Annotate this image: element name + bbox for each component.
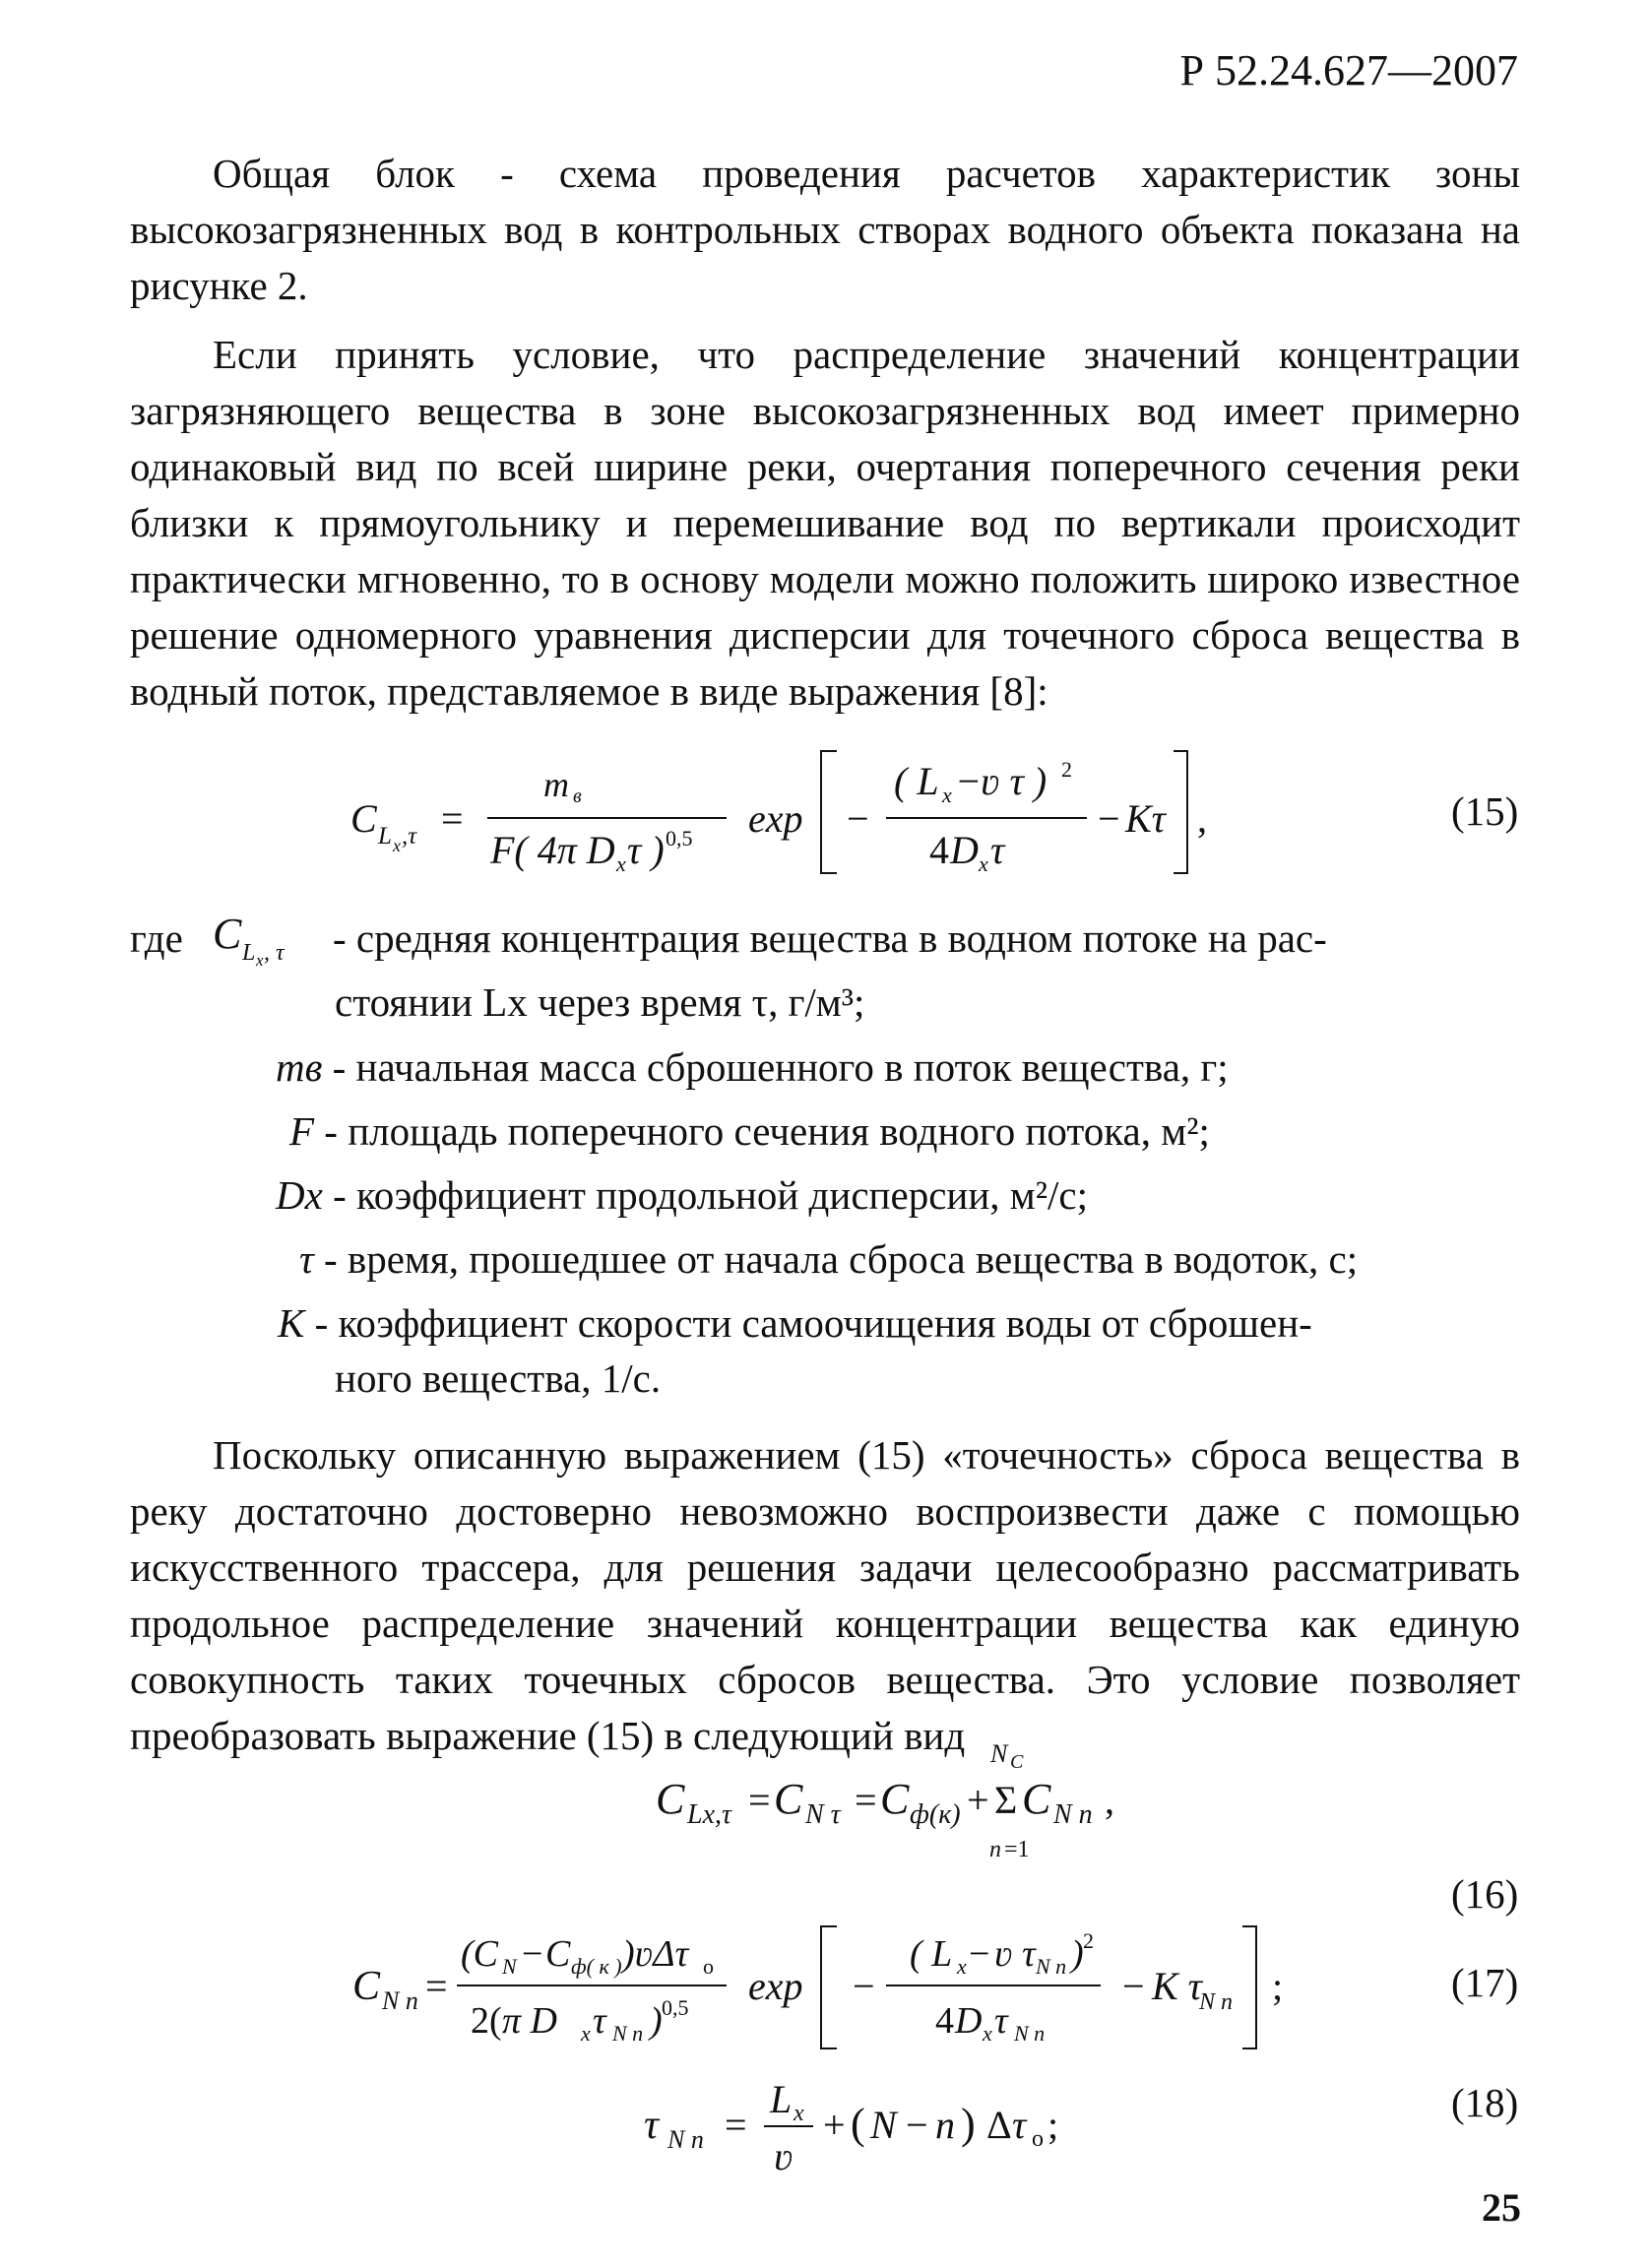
svg-text:, τ: , τ [264, 940, 285, 966]
svg-text:−: − [1098, 796, 1120, 841]
svg-text:): ) [650, 2000, 663, 2042]
svg-text:(C: (C [461, 1933, 498, 1975]
svg-text:N n: N n [1036, 1954, 1067, 1979]
equation-18-number: (18) [1451, 2080, 1519, 2125]
definition-text-6: - время, прошедшее от начала сброса вещества в водоток, с; [323, 1236, 1359, 1282]
svg-text:n: n [989, 1837, 1001, 1862]
svg-text:N: N [502, 1954, 517, 1979]
svg-text:−: − [1122, 1964, 1145, 2008]
svg-text:C: C [656, 1775, 685, 1823]
svg-text:L: L [378, 823, 392, 850]
svg-text:,: , [1197, 796, 1207, 841]
svg-text:x: x [393, 836, 401, 855]
svg-text:=: = [855, 1778, 877, 1822]
svg-text:x: x [581, 2021, 591, 2046]
svg-text:−: − [847, 796, 869, 841]
svg-text:+: + [967, 1778, 989, 1822]
svg-text:o: o [1032, 2126, 1044, 2152]
svg-text:4: 4 [935, 2000, 954, 2042]
definition-symbol-7: K [278, 1300, 305, 1346]
svg-text:L: L [242, 940, 256, 966]
definition-text-4: - площадь поперечного сечения водного потока, м²; [324, 1108, 1210, 1154]
definition-row-7 [278, 1295, 1312, 1352]
svg-text:в: в [573, 786, 582, 807]
svg-text:ʋ: ʋ [774, 2134, 794, 2178]
paragraph-2: Если принять условие, что распределение значений концентрации загрязняющего вещества в зоне высокозагрязненных вод имеет примерно одинаковый вид по всей ширине реки, очертания поперечного сечения реки близки к прямоугольнику и перемешивание вод по вертикали происходит практически мгновенно, то в основу модели можно положить широко известное решение одномерного уравнения дисперсии для точечного сброса вещества в водный поток, представляемое в виде выражения [8]: [130, 332, 1520, 714]
svg-text:;: ; [1272, 1964, 1284, 2008]
svg-text:(: ( [851, 2100, 865, 2148]
svg-text:C: C [352, 1964, 381, 2009]
svg-text:x: x [979, 851, 988, 876]
svg-text:2: 2 [1061, 757, 1072, 782]
svg-text:Δ: Δ [986, 2103, 1012, 2147]
svg-text:−: − [969, 1933, 990, 1975]
svg-text:τ: τ [994, 2000, 1008, 2042]
svg-text:C: C [350, 796, 377, 841]
equation-16-number: (16) [1451, 1871, 1519, 1917]
svg-text:τ: τ [1012, 2103, 1027, 2147]
svg-text:τ: τ [644, 2103, 660, 2148]
svg-text:x: x [616, 851, 626, 876]
svg-text:): ) [1071, 1933, 1084, 1975]
svg-text:N n: N n [1053, 1799, 1093, 1830]
svg-text:K τ: K τ [1152, 1964, 1202, 2008]
equation-18-formula [640, 2067, 1191, 2195]
svg-text:2: 2 [1083, 1928, 1094, 1953]
paragraph-1: Общая блок - схема проведения расчетов характеристик зоны высокозагрязненных вод в контрольных створах водного объекта показана на рисунке 2. [130, 151, 1520, 308]
svg-text:ф(к): ф(к) [910, 1799, 961, 1830]
equation-17-formula [345, 1915, 1329, 2062]
equation-15-formula [335, 743, 1260, 891]
svg-text:F( 4π D: F( 4π D [490, 828, 615, 872]
paragraph-3: Поскольку описанную выражением (15) «точечность» сброса вещества в реку достаточно достоверно невозможно воспроизвести даже с помощью искусственного трассера, для решения задачи целесообразно рассматривать продольное распределение значений концентрации вещества как единую совокупность таких точечных сбросов вещества. Это условие позволяет преобразовать выражение (15) в следующий вид [130, 1432, 1520, 1758]
body-text-2 [130, 1427, 1520, 1777]
definition-row-5 [276, 1167, 1088, 1224]
svg-text:C: C [880, 1775, 910, 1823]
svg-text:x: x [794, 2101, 804, 2126]
equation-15-number: (15) [1451, 788, 1519, 834]
svg-text:N n: N n [612, 2021, 644, 2046]
svg-text:C: C [1010, 1751, 1024, 1773]
intro-text [130, 146, 1520, 732]
svg-text:N n: N n [1014, 2021, 1046, 2046]
svg-text:x: x [942, 783, 952, 807]
svg-text:( L: ( L [894, 759, 939, 803]
definition-text-7: - коэффициент скорости самоочищения воды от сброшен- [314, 1300, 1312, 1346]
svg-text:Kτ: Kτ [1125, 796, 1166, 841]
svg-text:ʋ τ ): ʋ τ ) [981, 759, 1048, 803]
svg-text:n: n [935, 2103, 955, 2147]
svg-text:C: C [213, 910, 242, 958]
svg-text:,: , [1105, 1778, 1114, 1822]
svg-text:=: = [725, 2103, 747, 2147]
svg-text:N n: N n [1199, 1989, 1234, 2015]
svg-text:L: L [770, 2077, 793, 2121]
svg-text:+: + [823, 2103, 846, 2147]
definition-symbol-4: F [289, 1108, 315, 1154]
svg-text:x: x [256, 951, 264, 970]
svg-text:x: x [957, 1954, 967, 1979]
svg-text:exp: exp [748, 796, 803, 841]
equation-17-number: (17) [1451, 1960, 1519, 2005]
svg-text:=1: =1 [1004, 1837, 1030, 1862]
svg-text:−: − [955, 759, 982, 803]
svg-text:exp: exp [748, 1964, 803, 2008]
svg-text:4: 4 [929, 828, 949, 872]
svg-text:τ: τ [593, 2000, 606, 2042]
svg-text:D: D [955, 2000, 983, 2042]
svg-text:m: m [543, 765, 569, 804]
page-number: 25 [1482, 2185, 1521, 2230]
svg-text:N n: N n [382, 1986, 418, 2015]
svg-text:2(: 2( [471, 2000, 502, 2042]
svg-text:−: − [906, 2103, 928, 2147]
svg-text:;: ; [1048, 2103, 1059, 2147]
definition-symbol-5: Dx [276, 1172, 323, 1218]
definition-text-2: стоянии Lx через время τ, г/м³; [335, 979, 865, 1025]
svg-text:N: N [990, 1739, 1008, 1768]
svg-text:C: C [774, 1775, 803, 1823]
svg-text:π D: π D [502, 2000, 557, 2042]
definition-text-8: ного вещества, 1/с. [335, 1355, 662, 1401]
definition-text-5: - коэффициент продольной дисперсии, м²/с; [333, 1172, 1088, 1218]
definition-symbol-6: τ [299, 1236, 314, 1282]
svg-text:−: − [853, 1964, 875, 2008]
svg-text:−: − [522, 1933, 543, 1975]
svg-text:0,5: 0,5 [666, 826, 693, 850]
symbol-c-lx-tau [209, 903, 317, 972]
definition-text-1: - средняя концентрация вещества в водном потоке на рас- [333, 915, 1327, 961]
svg-text:C: C [545, 1933, 571, 1975]
equation-16-formula [650, 1732, 1240, 1870]
svg-text:=: = [425, 1964, 448, 2008]
svg-text:0,5: 0,5 [662, 1995, 689, 2020]
where-label-row [130, 911, 183, 967]
where-label: где [130, 915, 183, 961]
svg-text:τ ): τ ) [627, 828, 665, 872]
svg-text:ф( к ): ф( к ) [571, 1954, 622, 1979]
svg-text:Lx,τ: Lx,τ [687, 1799, 732, 1830]
document-code: Р 52.24.627—2007 [1179, 46, 1518, 94]
svg-text:C: C [1022, 1775, 1051, 1823]
svg-text:N τ: N τ [805, 1799, 841, 1830]
svg-text:)ʋΔτ: )ʋΔτ [622, 1933, 689, 1975]
svg-text:Σ: Σ [994, 1778, 1018, 1822]
svg-text:ʋ τ: ʋ τ [994, 1933, 1036, 1975]
definition-row-3 [276, 1040, 1229, 1096]
svg-text:o: o [703, 1954, 714, 1979]
definition-symbol-3: mв [276, 1044, 323, 1090]
svg-text:N n: N n [667, 2125, 704, 2154]
svg-text:=: = [748, 1778, 771, 1822]
svg-text:( L: ( L [910, 1933, 953, 1975]
definition-row-6 [299, 1231, 1358, 1288]
svg-text:,τ: ,τ [402, 823, 417, 850]
definition-text-3: - начальная масса сброшенного в поток вещества, г; [332, 1044, 1229, 1090]
definition-row-4 [289, 1103, 1210, 1160]
svg-text:x: x [983, 2021, 992, 2046]
svg-text:τ: τ [990, 828, 1005, 872]
svg-text:D: D [950, 828, 979, 872]
svg-text:=: = [441, 796, 464, 841]
svg-text:N: N [870, 2103, 897, 2147]
svg-text:): ) [961, 2100, 976, 2148]
